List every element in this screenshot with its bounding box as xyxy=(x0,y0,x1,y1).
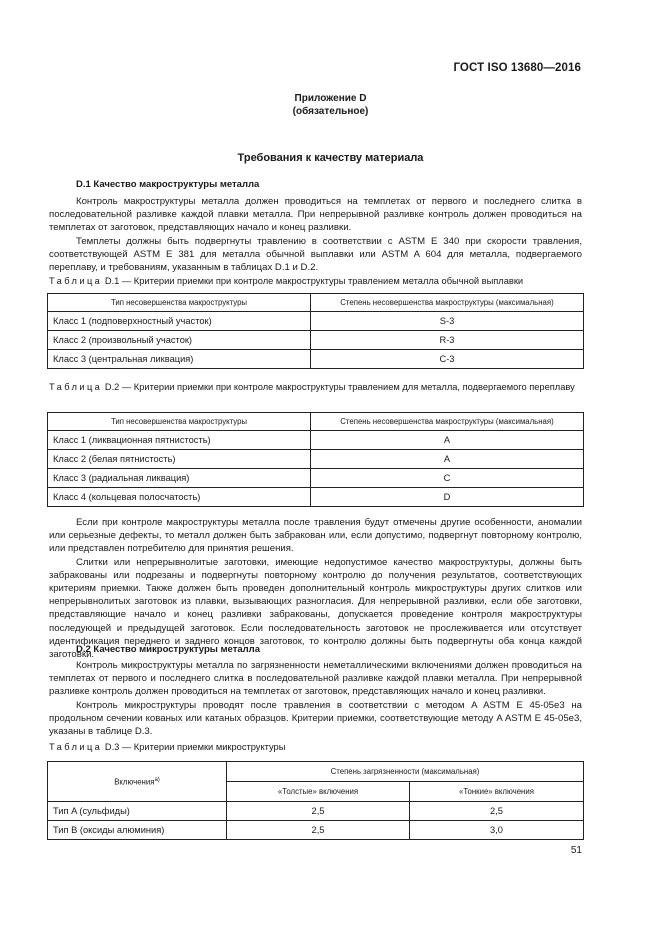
caption-label: Таблица xyxy=(49,276,103,286)
table-row xyxy=(48,469,584,488)
paragraph: Темплеты должны быть подвергнуты травлению в соответствии с ASTM E 340 при скорости травления, соответствующей ASTM E 381 для металла обычной выплавки или ASTM A 604 для металла, подвергаемого переплаву, и требованиям, указанным в таблицах D.1 и D.2. xyxy=(49,235,582,274)
table-cell: S-3 xyxy=(311,312,584,331)
table-row xyxy=(48,488,584,507)
caption-label: Таблица xyxy=(49,742,103,752)
table-cell: 2,5 xyxy=(227,802,410,821)
column-header-inclusions xyxy=(48,762,227,802)
document-header: ГОСТ ISO 13680—2016 xyxy=(453,62,581,74)
section-d2-text xyxy=(49,659,582,738)
table-cell: Класс 3 (центральная ликвация) xyxy=(48,350,311,369)
table-cell: Класс 2 (произвольный участок) xyxy=(48,331,311,350)
table-row xyxy=(48,312,584,331)
table-cell: D xyxy=(311,488,584,507)
table-cell: Тип B (оксиды алюминия) xyxy=(48,821,227,840)
table-row xyxy=(48,431,584,450)
table-d2-caption xyxy=(49,381,584,393)
table-header-row xyxy=(48,294,584,312)
annex-heading xyxy=(0,92,661,118)
section-d1-text xyxy=(49,195,582,274)
caption-label: Таблица xyxy=(49,382,103,392)
table-row xyxy=(48,821,584,840)
column-header: Степень несовершенства макроструктуры (максимальная) xyxy=(311,413,584,431)
table-header-row xyxy=(48,413,584,431)
table-cell: R-3 xyxy=(311,331,584,350)
annex-title: Приложение D xyxy=(294,93,367,104)
column-header-group: Степень загрязненности (максимальная) xyxy=(227,762,584,782)
main-title: Требования к качеству материала xyxy=(237,152,424,164)
table-cell: A xyxy=(311,431,584,450)
section-d1-heading: D.1 Качество макроструктуры металла xyxy=(76,179,260,190)
annex-status: (обязательное) xyxy=(292,106,369,117)
table-cell: 2,5 xyxy=(227,821,410,840)
table-cell: Класс 4 (кольцевая полосчатость) xyxy=(48,488,311,507)
caption-text: D.2 — Критерии приемки при контроле макроструктуры травлением для металла, подвергаемого переплаву xyxy=(104,382,575,392)
table-cell: 3,0 xyxy=(410,821,584,840)
table-cell: C-3 xyxy=(311,350,584,369)
table-d2 xyxy=(47,412,584,507)
table-cell: C xyxy=(311,469,584,488)
section-d2-heading: D.2 Качество микроструктуры металла xyxy=(76,644,260,655)
section-d1-continued-text xyxy=(49,516,582,661)
table-row xyxy=(48,331,584,350)
table-cell: Класс 3 (радиальная ликвация) xyxy=(48,469,311,488)
column-header: «Тонкие» включения xyxy=(410,782,584,802)
table-cell: Класс 1 (ликвационная пятнистость) xyxy=(48,431,311,450)
paragraph: Контроль микроструктуры металла по загрязненности неметаллическими включениями должен проводиться на темплетах от первого и последнего слитка в последовательной разливке каждой плавки металла. При непрерывной разливке контроль должен проводиться на темплетах от заготовок, представляющих начало и конец разливки. xyxy=(49,660,582,698)
table-cell: Тип A (сульфиды) xyxy=(48,802,227,821)
inclusions-label: Включения xyxy=(114,777,155,787)
paragraph: Слитки или непрерывнолитые заготовки, имеющие недопустимое качество макроструктуры, должны быть забракованы или подрезаны и подвергнуты повторному контролю до получения результатов, соответствующих критериям приемки. Также должен быть проведен дополнительный контроль микроструктуры других слитков или непрерывнолитых заготовок из плавки, вызывающих разногласия. Для непрерывной разливки, если обе заготовки, представляющие начало и конец разливки забракованы, допускается проведение контроля макроструктуры последующей и предыдущей заготовок. Если последовательность заготовок не прослеживается или отсутствует идентификация переднего и заднего концов заготовок, то контролю должны быть подвергнуты оба конца каждой заготовки. xyxy=(49,556,582,661)
column-header: «Толстые» включения xyxy=(227,782,410,802)
footnote-mark: a) xyxy=(154,776,160,783)
table-row xyxy=(48,450,584,469)
caption-text: D.1 — Критерии приемки при контроле макроструктуры травлением металла обычной выплавки xyxy=(104,276,524,286)
table-d1-caption xyxy=(49,275,584,287)
table-cell: Класс 2 (белая пятнистость) xyxy=(48,450,311,469)
column-header: Тип несовершенства макроструктуры xyxy=(48,294,311,312)
page-number: 51 xyxy=(570,845,582,856)
paragraph: Контроль макроструктуры металла должен проводиться на темплетах от первого и последнего слитка в последовательной разливке каждой плавки металла. При непрерывной разливке контроль должен проводиться на темплетах от заготовок, представляющих начало и конец разливки. xyxy=(49,196,582,234)
table-cell: 2,5 xyxy=(410,802,584,821)
table-d3 xyxy=(47,761,584,840)
column-header: Тип несовершенства макроструктуры xyxy=(48,413,311,431)
table-cell: Класс 1 (подповерхностный участок) xyxy=(48,312,311,331)
table-cell: A xyxy=(311,450,584,469)
table-d1 xyxy=(47,293,584,369)
caption-text: D.3 — Критерии приемки микроструктуры xyxy=(104,742,286,752)
table-row xyxy=(48,802,584,821)
table-header-row xyxy=(48,762,584,782)
paragraph: Контроль микроструктуры проводят после травления в соответствии с методом A ASTM E 45-05e3 на продольном сечении кованых или катаных образцов. Критерии приемки, соответствующие методу A ASTM E 45-05e3, указаны в таблице D.3. xyxy=(49,699,582,738)
table-d3-caption xyxy=(49,741,584,753)
paragraph: Если при контроле макроструктуры металла после травления будут отмечены другие особенности, аномалии или серьезные дефекты, то металл должен быть забракован или, если допустимо, подвергнут повторному контролю, или представлен потребителю для принятия решения. xyxy=(49,517,582,555)
column-header: Степень несовершенства макроструктуры (максимальная) xyxy=(311,294,584,312)
table-row xyxy=(48,350,584,369)
